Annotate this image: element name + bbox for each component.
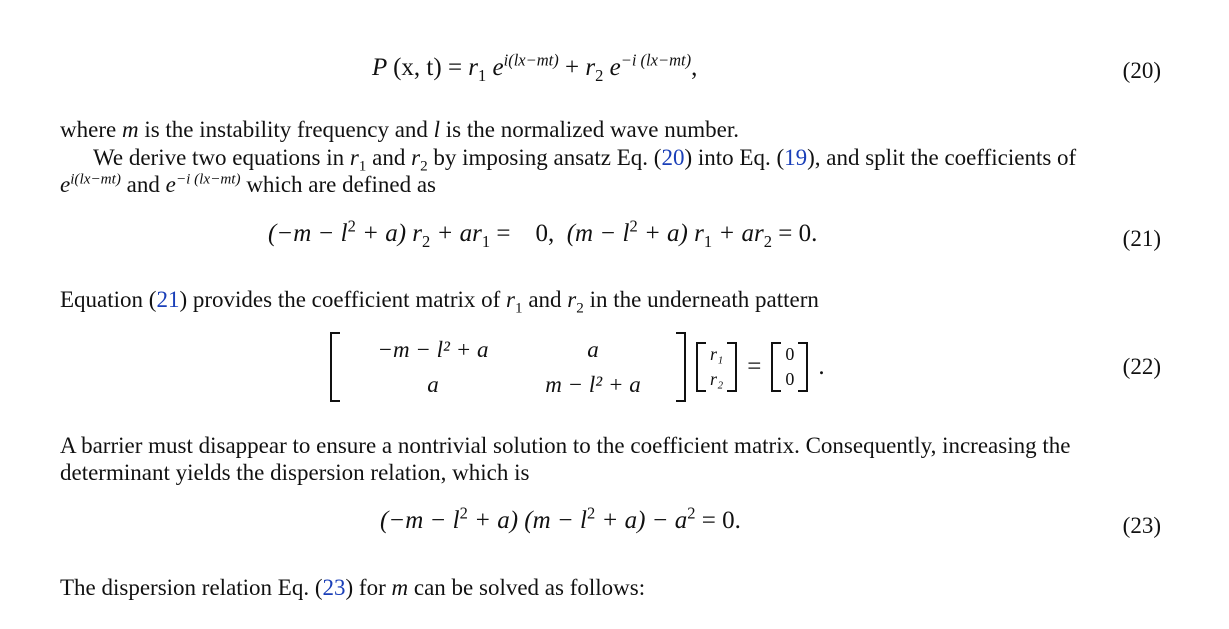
equation-21-body (268, 216, 818, 251)
para3-r1: r (506, 287, 515, 312)
para2-s1: 1 (358, 157, 367, 175)
para3-t3: and (522, 287, 568, 312)
para1-t3: is the normalized wave number. (440, 117, 739, 142)
eq20-e2: e (609, 54, 621, 81)
eq20-comma: , (691, 54, 698, 81)
para2-exp1: i(lx−mt) (70, 170, 121, 188)
eq20-exp2: −i (lx−mt) (620, 50, 692, 70)
equation-21-number: (21) (1122, 226, 1161, 251)
para4-line1: A barrier must disappear to ensure a nontrivial solution to the coefficient matrix. Consequently, increasing the (60, 433, 1071, 458)
para2-e2: e (165, 172, 176, 197)
eq21-sq2: 2 (629, 216, 638, 236)
para1-m: m (121, 117, 139, 142)
eq20-r1: r (468, 54, 479, 81)
ref-eq-21[interactable]: 21 (156, 287, 180, 312)
para5-t2: ) for (345, 575, 392, 600)
para2-t5: ), and split the coefficients of (807, 145, 1077, 170)
para2-t2: and (366, 145, 412, 170)
vector-r (696, 342, 737, 392)
para5-t3: can be solved as follows: (408, 575, 646, 600)
paragraph-barrier (60, 432, 1165, 486)
para2-t3: by imposing ansatz Eq. ( (427, 145, 662, 170)
eq20-lhs: P (372, 54, 387, 81)
equation-20-body: P (x, $t) = r_1$ $e^{i(lx-mt)} + r_2$ $e^{-i (lx-mt)}$, (372, 50, 698, 85)
para1-t1: where (60, 117, 122, 142)
eq20-exp1: i(lx−mt) (503, 50, 559, 70)
eq23-p2: + a) (m − l (467, 507, 587, 534)
para5-m: m (391, 575, 409, 600)
vector-r1: r₁ (710, 344, 724, 364)
equation-22-number: (22) (1122, 354, 1161, 379)
eq23-p3: + a) − a (595, 507, 688, 534)
para2-r1: r (349, 145, 359, 170)
para2-line2 (60, 171, 1165, 198)
matrix-a11: −m − l² + a (377, 336, 489, 362)
ref-eq-20[interactable]: 20 (661, 145, 685, 170)
para3-s1: 1 (514, 299, 523, 317)
para2-line1 (60, 144, 1165, 175)
eq23-sq2: 2 (586, 503, 596, 523)
equation-20-number: (20) (1122, 58, 1161, 83)
eq21-end: = 0. (771, 220, 818, 247)
ref-eq-23[interactable]: 23 (322, 575, 346, 600)
eq23-sq3: 2 (687, 503, 696, 523)
paragraph-equation-21 (60, 286, 1165, 317)
paragraph-derive (60, 144, 1165, 198)
eq21-s2: 2 (422, 232, 431, 251)
para3-t4: in the underneath pattern (583, 287, 819, 312)
vector-zero (771, 342, 808, 392)
eq21-sq: 2 (347, 216, 356, 236)
equation-23 (0, 505, 1229, 545)
eq20-sub1: 1 (478, 66, 487, 85)
eq21-mid: + ar (430, 220, 482, 247)
para2-t4: ) into Eq. ( (684, 145, 785, 170)
para2-exp2: −i (lx−mt) (175, 170, 241, 188)
para5-t1: The dispersion relation Eq. ( (60, 575, 323, 600)
vector-zero-1: 0 (785, 344, 795, 364)
paragraph-where (60, 116, 1165, 143)
eq21-left2: + a) r (355, 220, 423, 247)
para2-s2: 2 (420, 157, 428, 175)
equation-23-body (380, 503, 741, 535)
para2-t1: We derive two equations in (93, 145, 350, 170)
eq22-equals: = (747, 353, 762, 380)
paragraph-dispersion (60, 574, 1165, 601)
eq21-right: (m − l (566, 220, 630, 247)
matrix-a21: a (427, 371, 439, 397)
para1-l: l (433, 117, 441, 142)
eq22-dot: . (818, 353, 825, 380)
equation-22-body (330, 330, 825, 404)
equation-22 (0, 330, 1229, 404)
eq21-right3: + ar (712, 220, 764, 247)
eq20-args: (x, t) (393, 54, 442, 81)
equation-21 (0, 218, 1229, 258)
para2-t7: which are defined as (240, 172, 436, 197)
para1-t2: is the instability frequency and (138, 117, 434, 142)
vector-zero-2: 0 (785, 369, 795, 389)
para2-r2: r (411, 145, 421, 170)
equation-20 (0, 50, 1229, 90)
eq21-s1b: 1 (703, 232, 713, 251)
para2-e1: e (60, 172, 71, 197)
eq20-r2: r (585, 54, 596, 81)
eq20-sub2: 2 (595, 66, 604, 85)
para3-t1: Equation ( (60, 287, 157, 312)
para3-s2: 2 (576, 299, 584, 317)
eq21-s2b: 2 (763, 232, 772, 251)
eq21-s1: 1 (481, 232, 491, 251)
eq23-p4: = 0. (695, 507, 741, 534)
eq20-e1: e (492, 54, 504, 81)
eq21-left: (−m − l (268, 220, 348, 247)
equation-23-number: (23) (1122, 513, 1161, 538)
eq21-eq: = 0, (490, 220, 567, 247)
para2-t6: and (120, 172, 166, 197)
ref-eq-19[interactable]: 19 (784, 145, 808, 170)
vector-r2: r₂ (710, 369, 724, 389)
matrix-a22: m − l² + a (545, 371, 641, 397)
eq23-p1: (−m − l (380, 507, 460, 534)
para3-r2: r (567, 287, 577, 312)
eq21-right2: + a) r (637, 220, 704, 247)
para4-line2: determinant yields the dispersion relation, which is (60, 460, 530, 485)
para3-t2: ) provides the coefficient matrix of (179, 287, 507, 312)
eq23-sq1: 2 (459, 503, 468, 523)
coefficient-matrix (330, 332, 686, 402)
matrix-a12: a (587, 336, 599, 362)
eq20-plus: + (565, 54, 580, 81)
